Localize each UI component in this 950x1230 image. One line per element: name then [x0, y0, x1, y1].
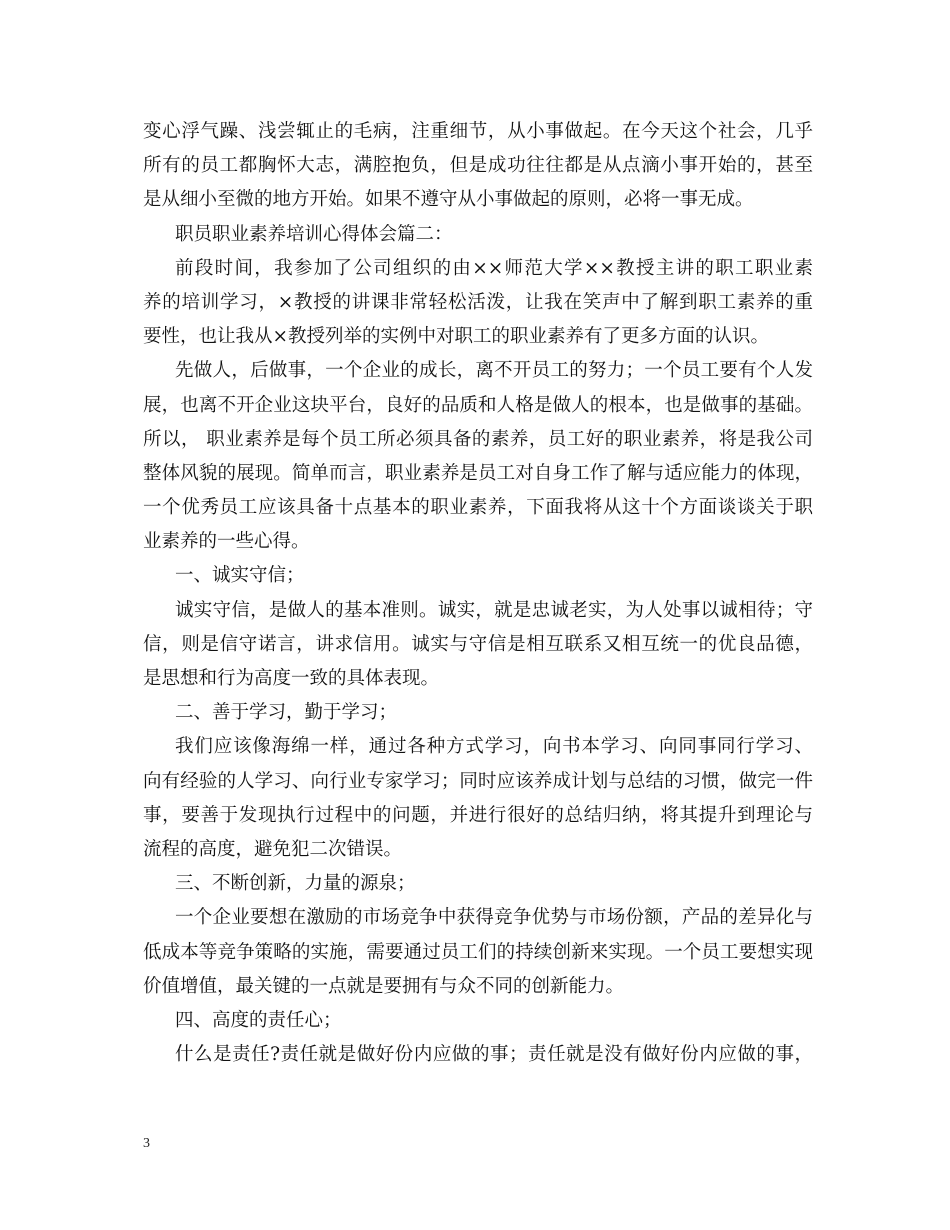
- text-line: 所有的员工都胸怀大志，满腔抱负，但是成功往往都是从点滴小事开始的，甚至: [143, 155, 813, 177]
- text-line: 是思想和行为高度一致的具体表现。: [143, 668, 440, 689]
- text-line: 诚实守信，是做人的基本准则。诚实，就是忠诚老实，为人处事以诚相待；守: [175, 599, 813, 621]
- text-line: 养的培训学习，×教授的讲课非常轻松活泼，让我在笑声中了解到职工素养的重: [143, 291, 813, 313]
- text-line: 价值增值，最关键的一点就是要拥有与众不同的创新能力。: [143, 975, 625, 997]
- text-line: 是从细小至微的地方开始。如果不遵守从小事做起的原则，必将一事无成。: [143, 189, 754, 211]
- document-body: [143, 115, 813, 1072]
- text-line: 向有经验的人学习、向行业专家学习；同时应该养成计划与总结的习惯，做完一件: [143, 770, 813, 792]
- text-line: 展，也离不开企业这块平台，良好的品质和人格是做人的根本，也是做事的基础。: [143, 394, 813, 416]
- text-line: 二、善于学习，勤于学习；: [175, 702, 398, 724]
- text-line: 低成本等竞争策略的实施，需要通过员工们的持续创新来实现。一个员工要想实现: [143, 941, 813, 963]
- text-line: 整体风貌的展现。简单而言，职业素养是员工对自身工作了解与适应能力的体现，: [143, 462, 813, 484]
- text-line: 事，要善于发现执行过程中的问题，并进行很好的总结归纳，将其提升到理论与: [143, 804, 813, 826]
- text-line: 四、高度的责任心；: [175, 1009, 342, 1031]
- text-line: 职员职业素养培训心得体会篇二：: [175, 223, 453, 245]
- text-line: 我们应该像海绵一样，通过各种方式学习，向书本学习、向同事同行学习、: [175, 736, 813, 758]
- text-line: 前段时间，我参加了公司组织的由××师范大学××教授主讲的职工职业素: [175, 257, 813, 279]
- text-line: 一个企业要想在激励的市场竞争中获得竞争优势与市场份额，产品的差异化与: [175, 907, 813, 929]
- page-number: 3: [143, 1136, 150, 1151]
- text-line: 业素养的一些心得。: [143, 531, 310, 553]
- text-line: 一、诚实守信；: [175, 565, 305, 587]
- text-line: 变心浮气躁、浅尝辄止的毛病，注重细节，从小事做起。在今天这个社会，几乎: [143, 121, 813, 142]
- text-line: 三、不断创新，力量的源泉；: [175, 873, 416, 895]
- text-line: 要性，也让我从×教授列举的实例中对职工的职业素养有了更多方面的认识。: [143, 326, 770, 348]
- text-line: 信，则是信守诺言，讲求信用。诚实与守信是相互联系又相互统一的优良品德，: [143, 633, 813, 655]
- text-line: 一个优秀员工应该具备十点基本的职业素养，下面我将从这十个方面谈谈关于职: [143, 497, 813, 519]
- text-line: 什么是责任?责任就是做好份内应做的事；责任就是没有做好份内应做的事，: [175, 1044, 813, 1066]
- text-line: 先做人，后做事，一个企业的成长，离不开员工的努力；一个员工要有个人发: [175, 360, 813, 382]
- text-line: 所以， 职业素养是每个员工所必须具备的素养，员工好的职业素养，将是我公司: [143, 428, 813, 450]
- text-line: 流程的高度，避免犯二次错误。: [143, 838, 403, 860]
